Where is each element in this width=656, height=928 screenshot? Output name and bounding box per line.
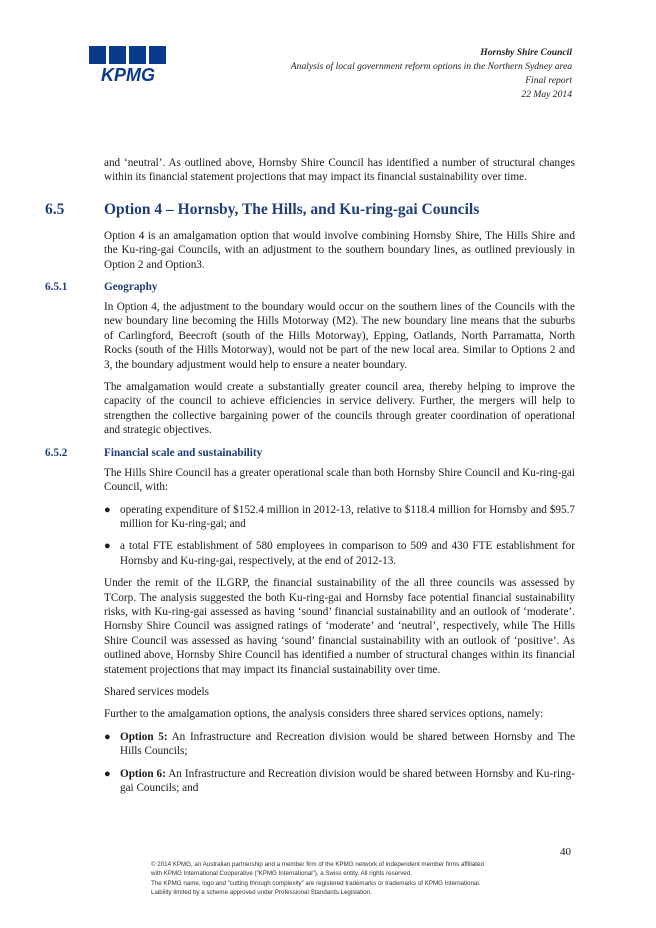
geography-title: Geography — [104, 281, 158, 294]
list-item: ● a total FTE establishment of 580 employees in comparison to 509 and 430 FTE establishment for Hornsby and Ku-ring-gai, respectively, at the end of 2012-13. — [104, 540, 575, 567]
section-title: Option 4 – Hornsby, The Hills, and Ku-ring-gai Councils — [104, 200, 480, 218]
list-item: ● operating expenditure of $152.4 million in 2012-13, relative to $118.4 million for Hornsby and $95.7 million for Ku-ring-gai; and — [104, 503, 575, 530]
scale-bullet-list — [104, 503, 575, 569]
kpmg-logo — [87, 44, 171, 84]
option-label: Option 5: — [120, 730, 168, 743]
footer-line-3: The KPMG name, logo and “cutting through complexity” are registered trademarks or trademarks of KPMG International. — [151, 879, 481, 887]
footer-legal — [151, 860, 551, 897]
section-intro: Option 4 is an amalgamation option that would involve combining Hornsby Shire, The Hills Shire and the Ku-ring-gai Councils, with an adjustment to the southern boundary lines, as outlined previously in Option 2 and Option3. — [104, 229, 575, 271]
page-body — [45, 156, 575, 803]
header-report-type: Final report — [525, 75, 572, 86]
running-header — [291, 46, 572, 102]
bullet-icon: ● — [104, 503, 111, 516]
option-label: Option 6: — [120, 767, 166, 780]
list-item — [104, 767, 575, 796]
geography-number: 6.5.1 — [45, 281, 68, 294]
header-subtitle: Analysis of local government reform options in the Northern Sydney area — [290, 61, 572, 72]
shared-services-heading: Shared services models — [104, 685, 210, 698]
ilgrp-paragraph: Under the remit of the ILGRP, the financial sustainability of the all three councils was assessed by TCorp. The analysis suggested the both Ku-ring-gai and Hornsby face potential financial sustainability risks, with Ku-ring-gai assessed as having ‘sound’ financial sustainability and an outlook of ‘moderate’. Hornsby Shire Council was assigned ratings of ‘moderate’ and ‘neutral’, respectively, while The Hills Shire Council was assessed as having ‘sound’ financial sustainability with an outlook of ‘positive’. As outlined above, Hornsby Shire Council has identified a number of structural changes within its financial statement projections that may impact its financial sustainability over time. — [104, 577, 575, 676]
option-text: An Infrastructure and Recreation division would be shared between Hornsby and The Hills Councils; — [120, 730, 575, 758]
footer-line-4: Liability limited by a scheme approved under Professional Standards Legislation. — [151, 888, 372, 896]
option-text: An Infrastructure and Recreation division would be shared between Hornsby and Ku-ring-gai Councils; and — [120, 767, 575, 794]
financial-number: 6.5.2 — [45, 446, 68, 459]
financial-heading — [45, 446, 575, 460]
shared-services-intro: Further to the amalgamation options, the analysis considers three shared services options, namely: — [104, 708, 544, 721]
bullet-icon: ● — [104, 767, 111, 780]
financial-title: Financial scale and sustainability — [104, 446, 263, 459]
header-date: 22 May 2014 — [521, 89, 572, 100]
svg-text:KPMG: KPMG — [101, 65, 155, 84]
footer-line-2: with KPMG International Cooperative (“KPMG International”), a Swiss entity. All rights reserved. — [151, 870, 412, 878]
financial-intro: The Hills Shire Council has a greater operational scale than both Hornsby Shire Council and Ku-ring-gai Council, with: — [104, 466, 575, 494]
header-organization: Hornsby Shire Council — [480, 47, 572, 58]
geography-paragraph-1: In Option 4, the adjustment to the boundary would occur on the southern lines of the Councils with the new boundary line becoming the Hills Motorway (M2). The new boundary line means that the suburbs of Carlingford, Beecroft (south of the Hills Motorway), Epping, Oatlands, North Parramatta, North Rocks (south of the Hills Motorway), would not be part of the new local area. Similar to Options 2 and 3, the boundary adjustment would help to ensure a neater boundary. — [104, 301, 575, 371]
footer-line-1: © 2014 KPMG, an Australian partnership and a member firm of the KPMG network of independent member firms affiliated — [151, 861, 484, 868]
section-number: 6.5 — [45, 200, 65, 218]
page-number: 40 — [560, 846, 571, 858]
geography-paragraph-2: The amalgamation would create a substantially greater council area, thereby helping to improve the capacity of the council to achieve efficiencies in service delivery. Further, the mergers will help to strengthen the collective bargaining power of the councils through greater coordination of operational and strategic objectives. — [104, 381, 575, 437]
intro-paragraph: and ‘neutral’. As outlined above, Hornsby Shire Council has identified a number of structural changes within its financial statement projections that may impact its financial sustainability over time. — [104, 157, 575, 184]
bullet-icon: ● — [104, 540, 111, 553]
options-bullet-list — [104, 730, 575, 796]
section-heading — [45, 201, 575, 219]
bullet-icon: ● — [104, 730, 111, 743]
list-item — [104, 730, 575, 759]
geography-heading — [45, 280, 575, 294]
